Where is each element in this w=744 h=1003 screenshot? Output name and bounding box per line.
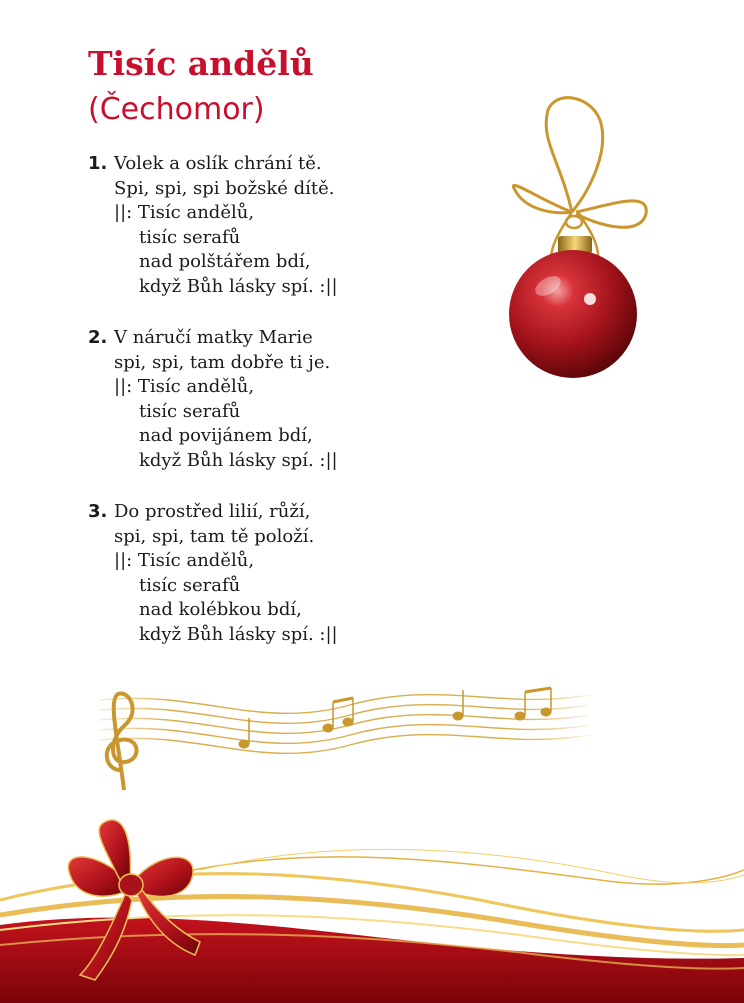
verse-line: když Bůh lásky spí. :||	[139, 623, 338, 645]
verse-line: nad povijánem bdí,	[139, 425, 313, 447]
verse-line: když Bůh lásky spí. :||	[139, 275, 338, 297]
song-title: Tisíc andělů	[88, 44, 314, 83]
verse-line: nad polštářem bdí,	[139, 251, 311, 273]
verse-line: Spi, spi, spi božské dítě.	[114, 177, 335, 199]
verse-line: nad kolébkou bdí,	[139, 599, 302, 621]
verse-1	[88, 152, 338, 300]
verse-line: tisíc serafů	[139, 574, 241, 596]
verse-line: ||: Tisíc andělů,	[114, 376, 255, 398]
verse-line: Volek a oslík chrání tě.	[114, 153, 322, 174]
verse-line: spi, spi, tam tě položí.	[114, 525, 315, 547]
verse-line: ||: Tisíc andělů,	[114, 550, 255, 572]
verse-line: když Bůh lásky spí. :||	[139, 449, 338, 471]
verse-line: tisíc serafů	[139, 226, 241, 248]
verse-number: 3.	[88, 501, 108, 522]
verse-line: ||: Tisíc andělů,	[114, 202, 255, 224]
verse-line: tisíc serafů	[139, 400, 241, 422]
verse-3	[88, 500, 338, 648]
christmas-ornament-icon	[509, 0, 646, 378]
verse-line: spi, spi, tam dobře ti je.	[114, 351, 331, 373]
verse-number: 1.	[88, 153, 108, 174]
verse-2	[88, 326, 338, 474]
verse-number: 2.	[88, 327, 108, 348]
song-author: (Čechomor)	[88, 92, 265, 127]
verse-line: Do prostřed lilií, růží,	[114, 501, 311, 522]
verse-line: V náručí matky Marie	[114, 327, 313, 348]
